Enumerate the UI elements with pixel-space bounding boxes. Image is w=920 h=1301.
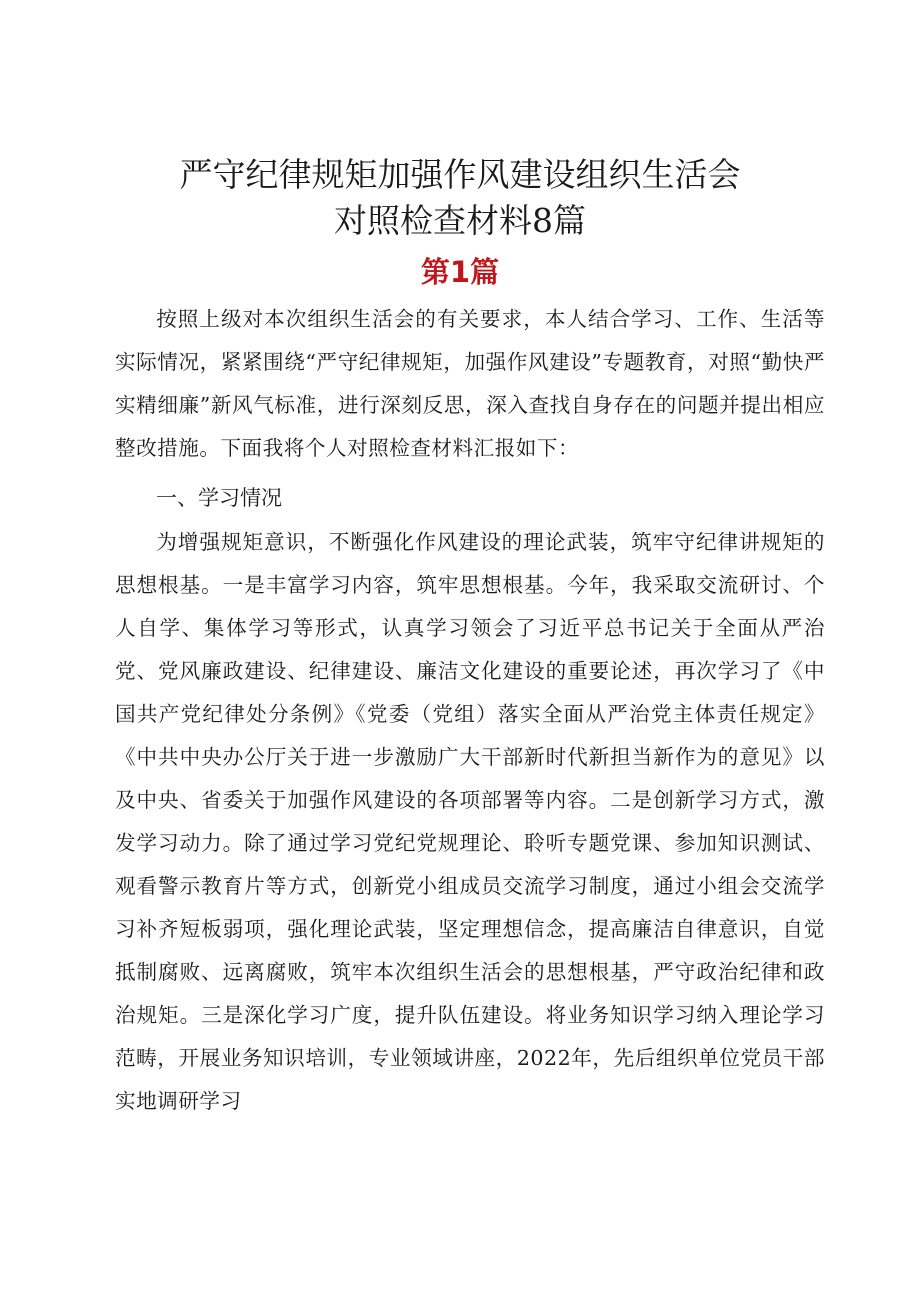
document-title-line-2: 对照检查材料8篇: [334, 201, 586, 240]
intro-paragraph: 按照上级对本次组织生活会的有关要求，本人结合学习、工作、生活等实际情况，紧紧围绕“严守纪律规矩，加强作风建设”专题教育，对照“勤快严实精细廉”新风气标准，进行深刻反思，深入查找自身存在的问题并提出相应整改措施。下面我将个人对照检查材料汇报如下：: [115, 307, 825, 460]
part-heading: 第1篇: [420, 255, 500, 289]
document-title-line-1: 严守纪律规矩加强作风建设组织生活会: [179, 155, 741, 194]
study-paragraph: 为增强规矩意识，不断强化作风建设的理论武装，筑牢守纪律讲规矩的思想根基。一是丰富学习内容，筑牢思想根基。今年，我采取交流研讨、个人自学、集体学习等形式，认真学习领会了习近平总书记关于全面从严治党、党风廉政建设、纪律建设、廉洁文化建设的重要论述，再次学习了《中国共产党纪律处分条例》《党委（党组）落实全面从严治党主体责任规定》《中共中央办公厅关于进一步激励广大干部新时代新担当新作为的意见》以及中央、省委关于加强作风建设的各项部署等内容。二是创新学习方式，激发学习动力。除了通过学习党纪党规理论、聆听专题党课、参加知识测试、观看警示教育片等方式，创新党小组成员交流学习制度，通过小组会交流学习补齐短板弱项，强化理论武装，坚定理想信念，提高廉洁自律意识，自觉抵制腐败、远离腐败，筑牢本次组织生活会的思想根基，严守政治纪律和政治规矩。三是深化学习广度，提升队伍建设。将业务知识学习纳入理论学习范畴，开展业务知识培训，专业领域讲座，2022年，先后组织单位党员干部实地调研学习: [115, 530, 825, 1113]
section-heading: 一、学习情况: [156, 486, 282, 510]
